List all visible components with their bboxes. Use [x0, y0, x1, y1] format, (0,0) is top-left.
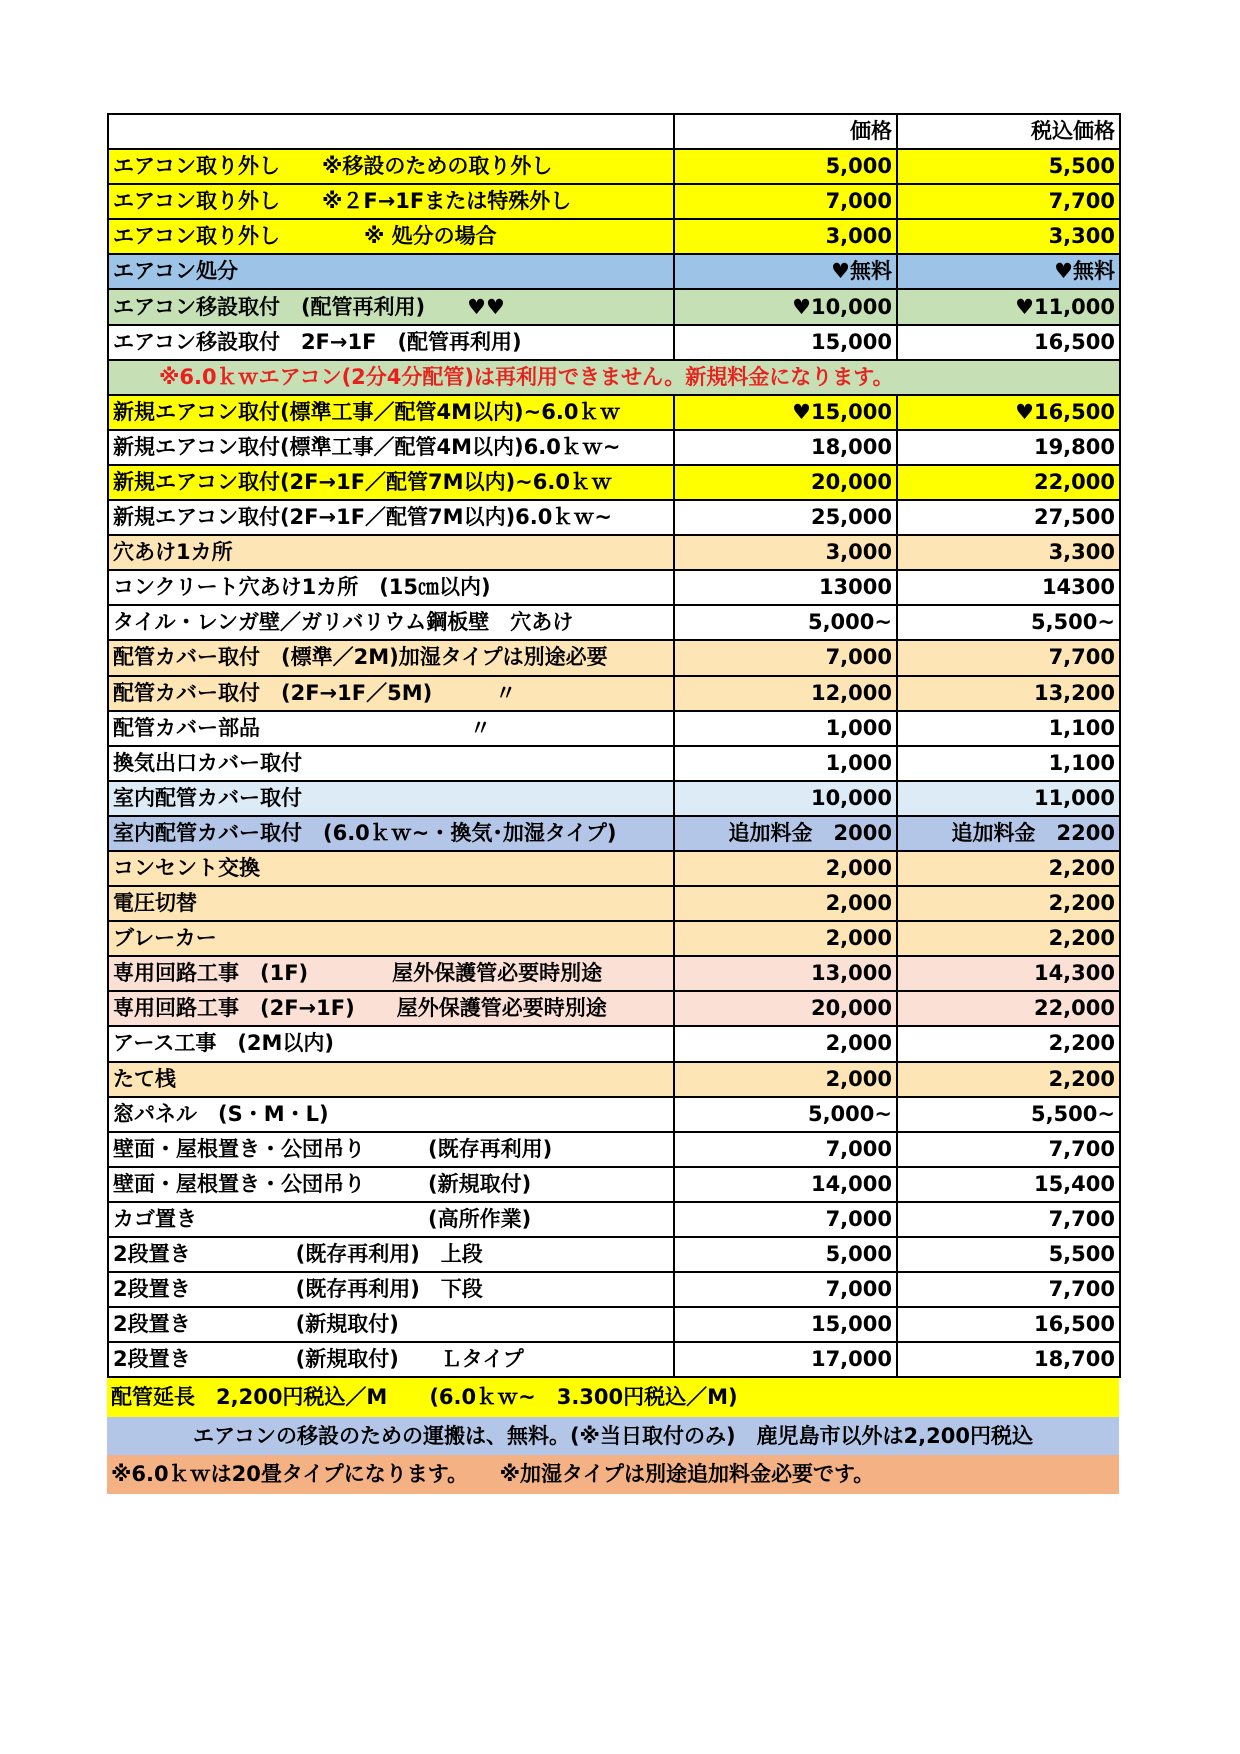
table-row: [108, 991, 1120, 1026]
table-row: [108, 676, 1120, 711]
row-item: 2段置き (既存再利用) 上段: [108, 1237, 674, 1272]
table-row: [108, 816, 1120, 851]
row-price: 7,000: [674, 184, 897, 219]
table-row: [108, 289, 1120, 324]
row-item: 新規エアコン取付(2F→1F／配管7M以内)~6.0ｋｗ: [108, 465, 674, 500]
row-price: 7,000: [674, 1132, 897, 1167]
table-row: [108, 640, 1120, 675]
row-tax-price: 16,500: [897, 1307, 1120, 1342]
table-row: [108, 254, 1120, 289]
row-item: タイル・レンガ壁／ガリバリウム鋼板壁 穴あけ: [108, 605, 674, 640]
table-row: [108, 956, 1120, 991]
row-price: 追加料金 2000: [674, 816, 897, 851]
row-item: 窓パネル (S・M・L): [108, 1097, 674, 1132]
row-item: たて桟: [108, 1062, 674, 1097]
footer-notes: [107, 1378, 1119, 1494]
row-note: ※6.0ｋｗエアコン(2分4分配管)は再利用できません。新規料金になります。: [108, 360, 1120, 395]
row-item: 室内配管カバー取付 (6.0ｋｗ~・換気･加湿タイプ): [108, 816, 674, 851]
row-item: エアコン取り外し ※２F→1Fまたは特殊外し: [108, 184, 674, 219]
table-row: [108, 1097, 1120, 1132]
price-sheet: [107, 113, 1119, 1494]
row-item: 専用回路工事 (2F→1F) 屋外保護管必要時別途: [108, 991, 674, 1026]
row-tax-price: 2,200: [897, 921, 1120, 956]
table-row: [108, 1307, 1120, 1342]
row-tax-price: 2,200: [897, 1062, 1120, 1097]
row-price: 2,000: [674, 1026, 897, 1061]
row-price: 17,000: [674, 1342, 897, 1377]
row-item: エアコン取り外し ※ 処分の場合: [108, 219, 674, 254]
row-tax-price: 7,700: [897, 184, 1120, 219]
row-tax-price: 5,500~: [897, 605, 1120, 640]
row-tax-price: 27,500: [897, 500, 1120, 535]
footer-note: ※6.0ｋｗは20畳タイプになります。 ※加湿タイプは別途追加料金必要です。: [107, 1455, 1119, 1494]
table-row: [108, 570, 1120, 605]
row-item: エアコン取り外し ※移設のための取り外し: [108, 149, 674, 184]
row-tax-price: 22,000: [897, 991, 1120, 1026]
header-row: [108, 114, 1120, 149]
row-item: アース工事 (2M以内): [108, 1026, 674, 1061]
row-price: ♥15,000: [674, 395, 897, 430]
row-price: 1,000: [674, 711, 897, 746]
row-price: ♥無料: [674, 254, 897, 289]
price-table-body: [108, 114, 1120, 1377]
row-item: 配管カバー部品 〃: [108, 711, 674, 746]
row-price: 20,000: [674, 991, 897, 1026]
row-tax-price: 5,500~: [897, 1097, 1120, 1132]
row-price: 2,000: [674, 921, 897, 956]
row-price: 5,000~: [674, 1097, 897, 1132]
price-table: [107, 113, 1121, 1378]
table-row: [108, 500, 1120, 535]
footer-note: 配管延長 2,200円税込／M (6.0ｋｗ~ 3.300円税込／M): [107, 1378, 1119, 1417]
row-price: 25,000: [674, 500, 897, 535]
row-tax-price: ♥無料: [897, 254, 1120, 289]
row-item: 新規エアコン取付(2F→1F／配管7M以内)6.0ｋｗ~: [108, 500, 674, 535]
row-tax-price: 15,400: [897, 1167, 1120, 1202]
table-row: [108, 781, 1120, 816]
row-item: 壁面・屋根置き・公団吊り (新規取付): [108, 1167, 674, 1202]
row-price: 7,000: [674, 1202, 897, 1237]
table-row: [108, 851, 1120, 886]
row-tax-price: ♥16,500: [897, 395, 1120, 430]
row-tax-price: ♥11,000: [897, 289, 1120, 324]
row-tax-price: 18,700: [897, 1342, 1120, 1377]
table-row: [108, 886, 1120, 921]
row-item: 配管カバー取付 (標準／2M)加湿タイプは別途必要: [108, 640, 674, 675]
row-tax-price: 3,300: [897, 535, 1120, 570]
row-tax-price: 1,100: [897, 746, 1120, 781]
table-row: [108, 149, 1120, 184]
row-item: エアコン移設取付 2F→1F (配管再利用): [108, 325, 674, 360]
row-tax-price: 13,200: [897, 676, 1120, 711]
row-item: 新規エアコン取付(標準工事／配管4M以内)~6.0ｋｗ: [108, 395, 674, 430]
row-tax-price: 22,000: [897, 465, 1120, 500]
row-item: 2段置き (既存再利用) 下段: [108, 1272, 674, 1307]
row-price: 7,000: [674, 640, 897, 675]
row-item: 専用回路工事 (1F) 屋外保護管必要時別途: [108, 956, 674, 991]
header-price: 価格: [674, 114, 897, 149]
row-tax-price: 5,500: [897, 149, 1120, 184]
row-price: 18,000: [674, 430, 897, 465]
row-tax-price: 7,700: [897, 1272, 1120, 1307]
table-row: [108, 921, 1120, 956]
row-tax-price: 3,300: [897, 219, 1120, 254]
row-tax-price: 11,000: [897, 781, 1120, 816]
row-tax-price: 7,700: [897, 640, 1120, 675]
row-item: 配管カバー取付 (2F→1F／5M) 〃: [108, 676, 674, 711]
note-row: [108, 360, 1120, 395]
row-item: エアコン移設取付 (配管再利用) ♥♥: [108, 289, 674, 324]
table-row: [108, 711, 1120, 746]
row-price: 5,000: [674, 149, 897, 184]
row-price: 2,000: [674, 886, 897, 921]
row-price: 3,000: [674, 219, 897, 254]
row-item: エアコン処分: [108, 254, 674, 289]
table-row: [108, 1062, 1120, 1097]
row-price: 20,000: [674, 465, 897, 500]
row-item: ブレーカー: [108, 921, 674, 956]
row-item: 2段置き (新規取付) Ｌタイプ: [108, 1342, 674, 1377]
table-row: [108, 1342, 1120, 1377]
row-price: 5,000: [674, 1237, 897, 1272]
row-item: コンセント交換: [108, 851, 674, 886]
row-item: 穴あけ1カ所: [108, 535, 674, 570]
row-tax-price: 2,200: [897, 886, 1120, 921]
row-item: コンクリート穴あけ1カ所 (15㎝以内): [108, 570, 674, 605]
row-price: 2,000: [674, 851, 897, 886]
row-price: 15,000: [674, 325, 897, 360]
row-tax-price: 7,700: [897, 1202, 1120, 1237]
row-item: 壁面・屋根置き・公団吊り (既存再利用): [108, 1132, 674, 1167]
row-price: 3,000: [674, 535, 897, 570]
table-row: [108, 1132, 1120, 1167]
row-tax-price: 14300: [897, 570, 1120, 605]
row-tax-price: 追加料金 2200: [897, 816, 1120, 851]
row-tax-price: 14,300: [897, 956, 1120, 991]
row-item: 電圧切替: [108, 886, 674, 921]
table-row: [108, 1202, 1120, 1237]
row-tax-price: 5,500: [897, 1237, 1120, 1272]
row-price: 13000: [674, 570, 897, 605]
row-item: カゴ置き (高所作業): [108, 1202, 674, 1237]
row-price: ♥10,000: [674, 289, 897, 324]
row-price: 7,000: [674, 1272, 897, 1307]
table-row: [108, 1167, 1120, 1202]
row-price: 2,000: [674, 1062, 897, 1097]
table-row: [108, 219, 1120, 254]
row-tax-price: 2,200: [897, 1026, 1120, 1061]
row-item: 室内配管カバー取付: [108, 781, 674, 816]
row-price: 14,000: [674, 1167, 897, 1202]
row-tax-price: 2,200: [897, 851, 1120, 886]
table-row: [108, 746, 1120, 781]
row-item: 換気出口カバー取付: [108, 746, 674, 781]
row-tax-price: 16,500: [897, 325, 1120, 360]
header-item: [108, 114, 674, 149]
row-price: 12,000: [674, 676, 897, 711]
table-row: [108, 325, 1120, 360]
table-row: [108, 1272, 1120, 1307]
table-row: [108, 395, 1120, 430]
row-price: 1,000: [674, 746, 897, 781]
table-row: [108, 430, 1120, 465]
footer-note: エアコンの移設のための運搬は、無料。(※当日取付のみ) 鹿児島市以外は2,200円税込: [107, 1417, 1119, 1456]
row-tax-price: 7,700: [897, 1132, 1120, 1167]
table-row: [108, 1237, 1120, 1272]
row-item: 新規エアコン取付(標準工事／配管4M以内)6.0ｋｗ~: [108, 430, 674, 465]
row-price: 5,000~: [674, 605, 897, 640]
table-row: [108, 465, 1120, 500]
table-row: [108, 1026, 1120, 1061]
row-tax-price: 19,800: [897, 430, 1120, 465]
table-row: [108, 535, 1120, 570]
row-item: 2段置き (新規取付): [108, 1307, 674, 1342]
table-row: [108, 605, 1120, 640]
table-row: [108, 184, 1120, 219]
row-price: 10,000: [674, 781, 897, 816]
row-tax-price: 1,100: [897, 711, 1120, 746]
row-price: 13,000: [674, 956, 897, 991]
header-tax-price: 税込価格: [897, 114, 1120, 149]
row-price: 15,000: [674, 1307, 897, 1342]
